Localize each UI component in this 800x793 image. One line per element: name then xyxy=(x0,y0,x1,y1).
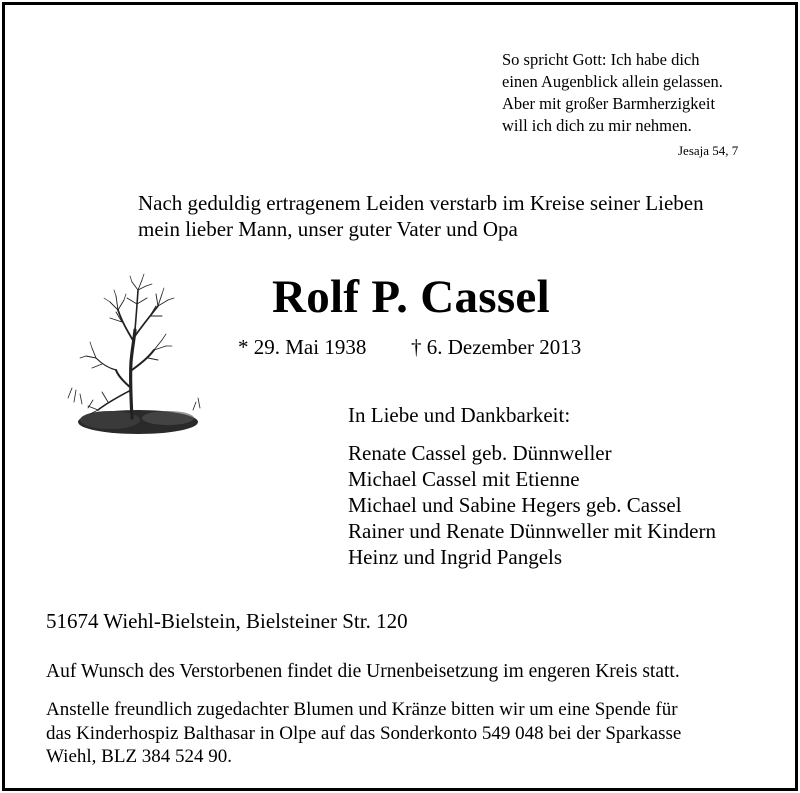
mourner-entry: Renate Cassel geb. Dünnweller xyxy=(348,441,612,465)
mourner-entry: Heinz und Ingrid Pangels xyxy=(348,545,563,569)
family-address: 51674 Wiehl-Bielstein, Bielsteiner Str. 120 xyxy=(46,609,408,633)
donation-line: Wiehl, BLZ 384 524 90. xyxy=(46,746,233,767)
mourner-entry: Michael Cassel mit Etienne xyxy=(348,467,580,491)
mourners-list xyxy=(348,440,716,570)
deceased-name: Rolf P. Cassel xyxy=(272,271,550,323)
quote-line: So spricht Gott: Ich habe dich xyxy=(502,50,700,69)
bible-quote xyxy=(502,49,723,137)
donation-request xyxy=(46,698,681,769)
donation-line: Anstelle freundlich zugedachter Blumen und Kränze bitten wir um eine Spende für xyxy=(46,699,678,720)
intro-text xyxy=(138,190,704,242)
bare-tree-icon xyxy=(58,270,208,438)
quote-line: will ich dich zu mir nehmen. xyxy=(502,116,692,135)
birth-date: * 29. Mai 1938 xyxy=(238,335,367,359)
donation-line: das Kinderhospiz Balthasar in Olpe auf das Sonderkonto 549 048 bei der Sparkasse xyxy=(46,722,682,744)
burial-notice: Auf Wunsch des Verstorbenen findet die Urnenbeisetzung im engeren Kreis statt. xyxy=(46,661,680,682)
mourner-entry: Rainer und Renate Dünnweller mit Kindern xyxy=(348,519,716,543)
thanks-heading: In Liebe und Dankbarkeit: xyxy=(348,403,571,427)
intro-line: mein lieber Mann, unser guter Vater und Opa xyxy=(138,217,518,241)
quote-line: einen Augenblick allein gelassen. xyxy=(502,72,723,91)
quote-source: Jesaja 54, 7 xyxy=(678,143,739,158)
death-date: † 6. Dezember 2013 xyxy=(411,335,582,359)
intro-line: Nach geduldig ertragenem Leiden verstarb im Kreise seiner Lieben xyxy=(138,191,704,215)
quote-line: Aber mit großer Barmherzigkeit xyxy=(502,94,716,113)
mourner-entry: Michael und Sabine Hegers geb. Cassel xyxy=(348,493,682,517)
